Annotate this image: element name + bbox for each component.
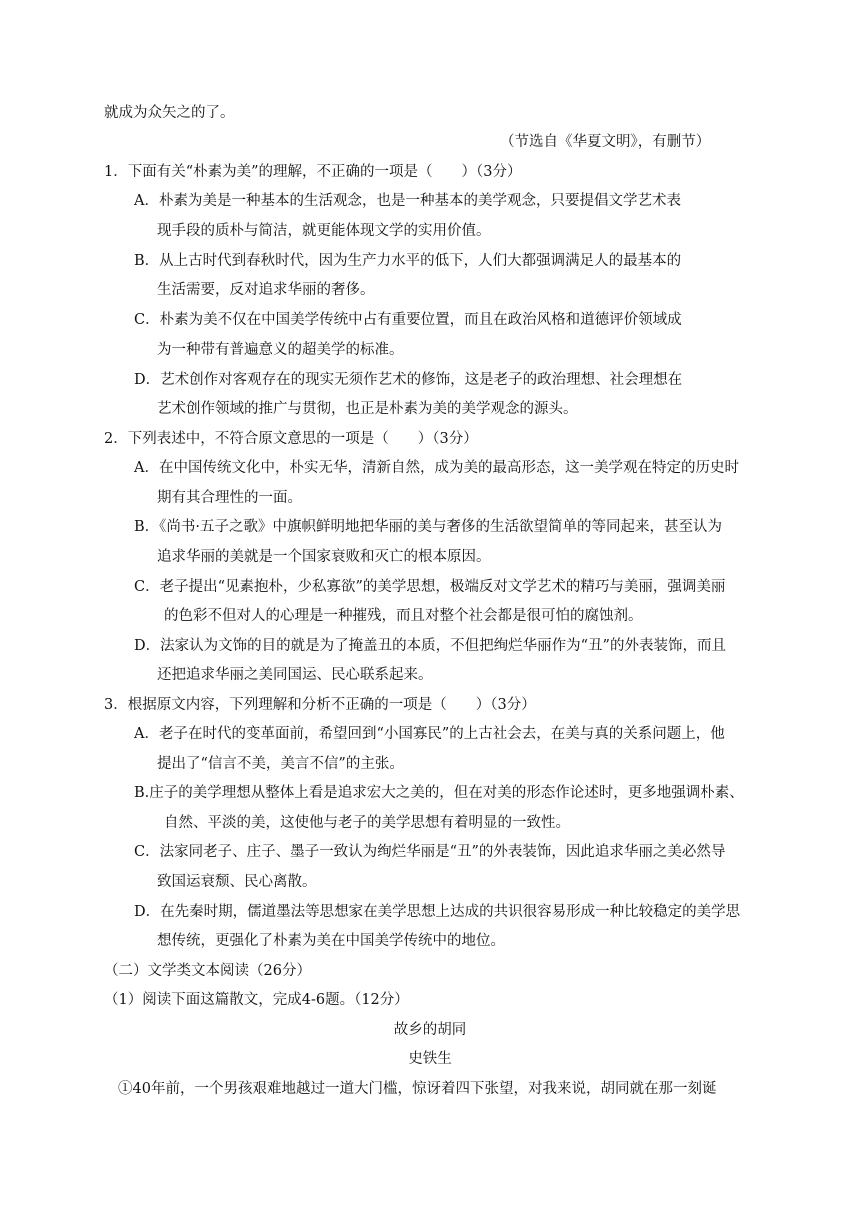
- q3-option-a-line2: 提出了“信言不美，美言不信”的主张。: [157, 756, 404, 772]
- q1-option-a-line1: A．朴素为美是一种基本的生活观念，也是一种基本的美学观念，只要提倡文学艺术表: [134, 193, 681, 209]
- essay-title: 故乡的胡同: [393, 1022, 467, 1038]
- q3-option-d-line1: D．在先秦时期，儒道墨法等思想家在美学思想上达成的共识很容易形成一种比较稳定的美学思: [134, 904, 741, 920]
- q3-option-c-line1: C．法家同老子、庄子、墨子一致认为绚烂华丽是“丑”的外表装饰，因此追求华丽之美必然导: [134, 844, 726, 860]
- question-1-stem: 1．下面有关“朴素为美”的理解，不正确的一项是（ ）（3分）: [104, 164, 522, 180]
- q1-option-b-line1: B．从上古时代到春秋时代，因为生产力水平的低下，人们大都强调满足人的最基本的: [134, 253, 682, 269]
- q2-option-c-line2: 的色彩不但对人的心理是一种摧残，而且对整个社会都是很可怕的腐蚀剂。: [164, 608, 643, 624]
- q2-option-a-line2: 期有其合理性的一面。: [157, 490, 302, 506]
- subsection-1-heading: （1）阅读下面这篇散文，完成4-6题。（12分）: [104, 992, 409, 1008]
- q2-option-d-line2: 还把追求华丽之美同国运、民心联系起来。: [157, 667, 433, 683]
- q2-option-b-line1: B．《尚书·五子之歌》中旗帜鲜明地把华丽的美与奢侈的生活欲望简单的等同起来，甚至认为: [134, 519, 723, 535]
- q3-option-c-line2: 致国运衰颓、民心离散。: [157, 874, 317, 890]
- q2-option-b-line2: 追求华丽的美就是一个国家衰败和灭亡的根本原因。: [157, 549, 491, 565]
- q1-option-d-line2: 艺术创作领域的推广与贯彻，也正是朴素为美的美学观念的源头。: [157, 401, 578, 417]
- q2-option-a-line1: A．在中国传统文化中，朴实无华，清新自然，成为美的最高形态，这一美学观在特定的历史时: [134, 460, 739, 476]
- question-3-stem: 3．根据原文内容，下列理解和分析不正确的一项是（ ）（3分）: [104, 697, 536, 713]
- q1-option-c-line1: C．朴素为美不仅在中国美学传统中占有重要位置，而且在政治风格和道德评价领域成: [134, 312, 682, 328]
- q1-option-b-line2: 生活需要，反对追求华丽的奢侈。: [157, 282, 375, 298]
- intro-tail-line: 就成为众矢之的了。: [104, 105, 235, 121]
- source-note: （节选自《华夏文明》，有删节）: [500, 134, 711, 150]
- q2-option-c-line1: C．老子提出“见素抱朴，少私寡欲”的美学思想，极端反对文学艺术的精巧与美丽，强调美丽: [134, 579, 726, 595]
- essay-author: 史铁生: [408, 1051, 452, 1067]
- q3-option-b-line1: B.庄子的美学理想从整体上看是追求宏大之美的，但在对美的形态作论述时，更多地强调朴素、: [134, 785, 744, 801]
- q1-option-a-line2: 现手段的质朴与简洁，就更能体现文学的实用价值。: [157, 223, 491, 239]
- q3-option-a-line1: A．老子在时代的变革面前，希望回到“小国寡民”的上古社会去，在美与真的关系问题上，他: [134, 726, 725, 742]
- q2-option-d-line1: D．法家认为文饰的目的就是为了掩盖丑的本质，不但把绚烂华丽作为“丑”的外表装饰，而且: [134, 638, 726, 654]
- section-2-heading: （二）文学类文本阅读（26分）: [104, 963, 311, 979]
- essay-paragraph-1: ①40年前，一个男孩艰难地越过一道大门槛，惊讶着四下张望，对我来说，胡同就在那一刻诞: [118, 1081, 717, 1097]
- q3-option-b-line2: 自然、平淡的美，这使他与老子的美学思想有着明显的一致性。: [164, 815, 570, 831]
- q1-option-c-line2: 为一种带有普遍意义的超美学的标准。: [157, 342, 404, 358]
- q3-option-d-line2: 想传统，更强化了朴素为美在中国美学传统中的地位。: [157, 933, 505, 949]
- question-2-stem: 2．下列表述中，不符合原文意思的一项是（ ）（3分）: [104, 431, 478, 447]
- q1-option-d-line1: D．艺术创作对客观存在的现实无须作艺术的修饰，这是老子的政治理想、社会理想在: [134, 372, 683, 388]
